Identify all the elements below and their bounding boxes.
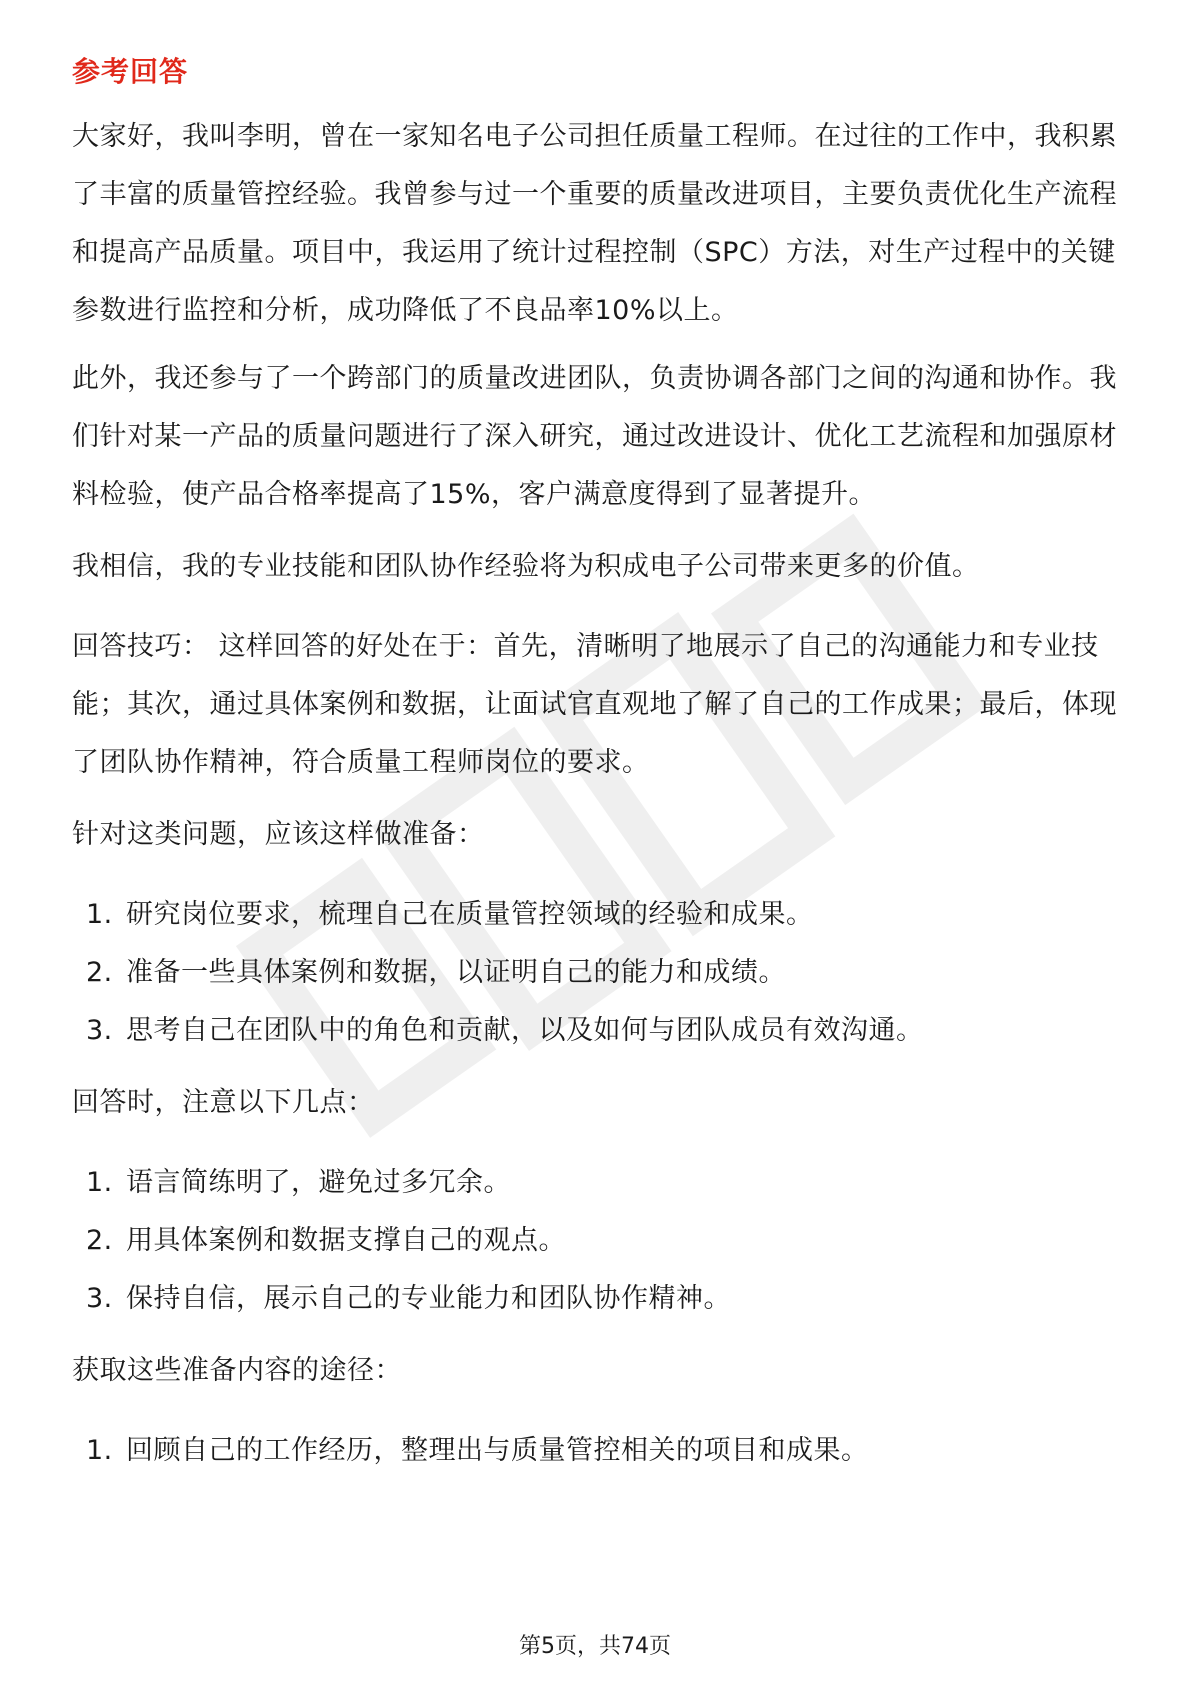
list-text: 用具体案例和数据支撑自己的观点。: [126, 1225, 566, 1256]
prepare-list: [86, 886, 1126, 1060]
list-number: 2.: [86, 1225, 113, 1256]
list-text: 准备一些具体案例和数据，以证明自己的能力和成绩。: [126, 957, 786, 988]
list-item: [86, 944, 1126, 1002]
list-item: [86, 1002, 1126, 1060]
list-item: [86, 886, 1126, 944]
list-number: 3.: [86, 1283, 113, 1314]
list-text: 研究岗位要求，梳理自己在质量管控领域的经验和成果。: [126, 899, 814, 930]
sources-heading: 获取这些准备内容的途径：: [72, 1355, 402, 1386]
list-number: 3.: [86, 1015, 113, 1046]
list-text: 回顾自己的工作经历，整理出与质量管控相关的项目和成果。: [126, 1435, 869, 1466]
list-number: 1.: [86, 899, 113, 930]
prepare-heading: 针对这类问题，应该这样做准备：: [72, 819, 485, 850]
paragraph-team: 此外，我还参与了一个跨部门的质量改进团队，负责协调各部门之间的沟通和协作。我们针对某一产品的质量问题进行了深入研究，通过改进设计、优化工艺流程和加强原材料检验，使产品合格率提高了15%，客户满意度得到了显著提升。: [72, 363, 1117, 510]
sources-list: [86, 1422, 1126, 1480]
attention-list: [86, 1154, 1126, 1328]
list-item: [86, 1270, 1126, 1328]
list-item: [86, 1154, 1126, 1212]
list-text: 保持自信，展示自己的专业能力和团队协作精神。: [126, 1283, 731, 1314]
list-text: 语言简练明了，避免过多冗余。: [126, 1167, 511, 1198]
paragraph-intro: 大家好，我叫李明，曾在一家知名电子公司担任质量工程师。在过往的工作中，我积累了丰富的质量管控经验。我曾参与过一个重要的质量改进项目，主要负责优化生产流程和提高产品质量。项目中，我运用了统计过程控制（SPC）方法，对生产过程中的关键参数进行监控和分析，成功降低了不良品率10%以上。: [72, 121, 1117, 326]
attention-heading: 回答时，注意以下几点：: [72, 1087, 375, 1118]
list-number: 1.: [86, 1167, 113, 1198]
page-number-footer: 第5页，共74页: [519, 1634, 671, 1659]
paragraph-tips: 回答技巧： 这样回答的好处在于：首先，清晰明了地展示了自己的沟通能力和专业技能；其次，通过具体案例和数据，让面试官直观地了解了自己的工作成果；最后，体现了团队协作精神，符合质量工程师岗位的要求。: [72, 631, 1117, 778]
list-text: 思考自己在团队中的角色和贡献，以及如何与团队成员有效沟通。: [126, 1015, 924, 1046]
list-item: [86, 1422, 1126, 1480]
paragraph-belief: 我相信，我的专业技能和团队协作经验将为积成电子公司带来更多的价值。: [72, 551, 980, 582]
section-title: 参考回答: [72, 55, 189, 88]
list-number: 2.: [86, 957, 113, 988]
list-number: 1.: [86, 1435, 113, 1466]
list-item: [86, 1212, 1126, 1270]
